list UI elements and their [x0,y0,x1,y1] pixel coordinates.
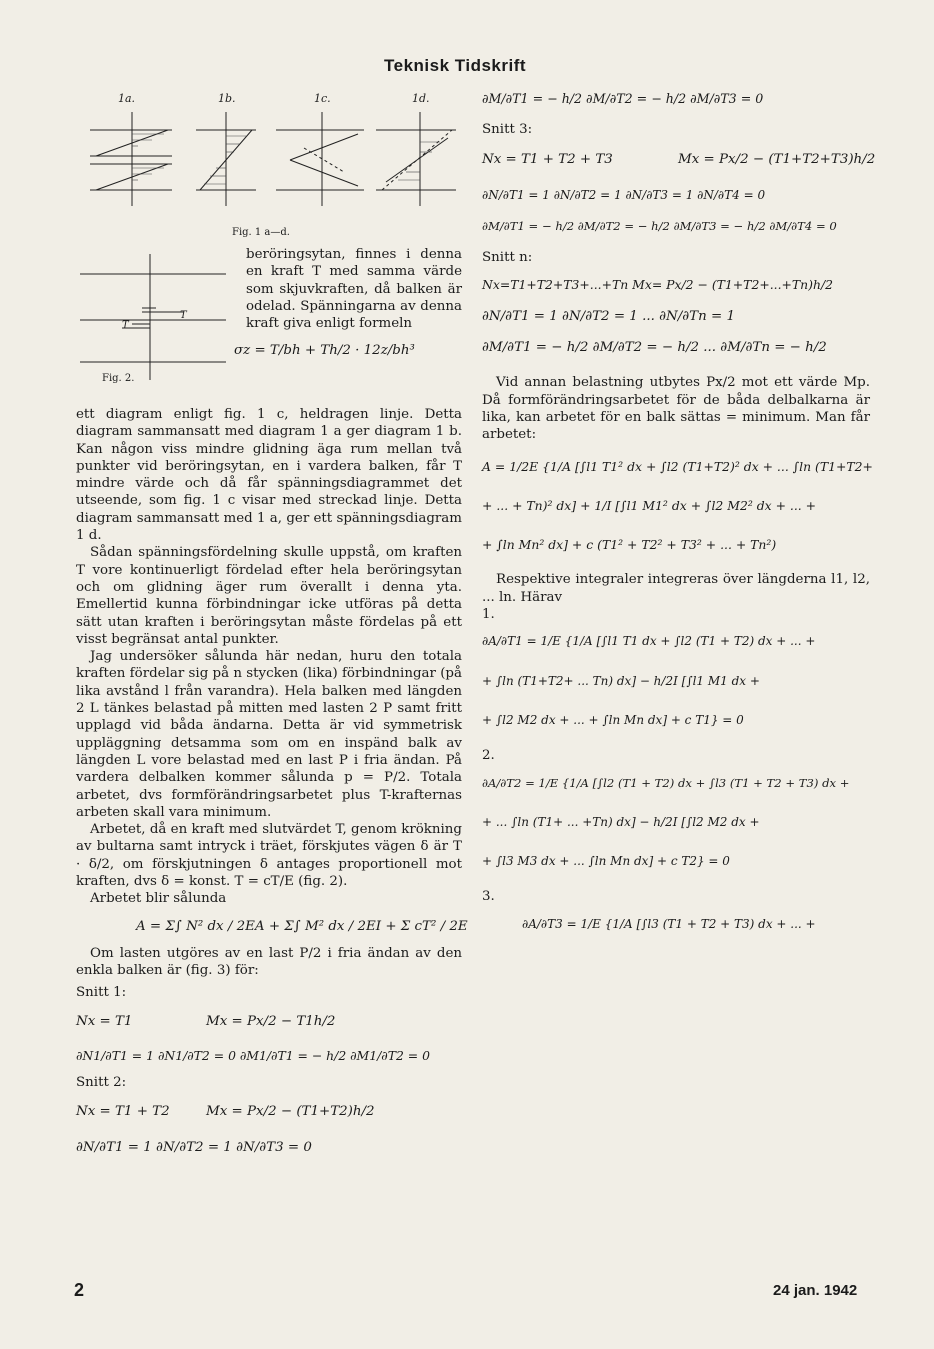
equation: ∂A/∂T2 = 1/E {1/A [∫l2 (T1 + T2) dx + ∫l3 (T1 + T2 + T3) dx + [482,775,850,790]
paragraph: Sådan spänningsfördelning skulle uppstå, om kraften T vore kontinuerligt fördelad efter hela beröringsytan och om glidning äger rum överallt i denna yta. Emellertid kunna förbindningar icke utföras på detta sätt utan kraften i beröringsytan måste fördelas på ett visst begränsat antal punkter. [76,545,462,647]
equation: Nx = T1 + T2 [76,1104,170,1120]
left-column [76,88,468,1157]
equation: ∂M/∂T1 = − h/2 ∂M/∂T2 = − h/2 ... ∂M/∂Tn = − h/2 [482,340,827,356]
fig-label-1a: 1a. [118,92,136,105]
equation: ∂A/∂T3 = 1/E {1/A [∫l3 (T1 + T2 + T3) dx + ... + [522,916,816,931]
item-number: 3. [482,889,495,905]
figure-1 [76,88,462,238]
equation: Mx = Px/2 − (T1+T2)h/2 [206,1104,375,1120]
equation: ∂N/∂T1 = 1 ∂N/∂T2 = 1 ... ∂N/∂Tn = 1 [482,308,735,324]
equation: ∂M/∂T1 = − h/2 ∂M/∂T2 = − h/2 ∂M/∂T3 = 0 [482,91,764,106]
equation: + ∫ln (T1+T2+ ... Tn) dx] − h/2I [∫l1 M1 dx + [482,673,760,688]
issue-date: 24 jan. 1942 [773,1282,858,1299]
fig2-side-text: beröringsytan, finnes i denna en kraft T med samma värde som skjuvkraften, då balken är odelad. Spänningarna av denna kraft giva enligt formeln σz = T/bh + Th/2 · 12z/bh³ [234,247,462,359]
equation: Nx = T1 [76,1013,133,1029]
equation: Nx = T1 + T2 + T3 [482,151,613,167]
fig2-caption: Fig. 2. [102,373,135,384]
paragraph: Arbetet, då en kraft med slutvärdet T, genom krökning av bultarna samt intryck i träet, förskjutes vägen δ är T · δ/2, om förskjutningen δ antages proportionell mot kraften, dvs δ = konst. T = cT/E (fig. 2). [76,822,462,890]
section-label: Snitt 1: [76,984,127,1000]
svg-text:T: T [122,320,129,331]
stress-diagrams [76,102,462,242]
paragraph: Om lasten utgöres av en last P/2 i fria ändan av den enkla balken är (fig. 3) för: [76,945,462,979]
equation: ∂N/∂T1 = 1 ∂N/∂T2 = 1 ∂N/∂T3 = 0 [76,1140,312,1156]
equation: Mx = Px/2 − (T1+T2+T3)h/2 [678,151,876,167]
figure-2 [76,246,462,406]
equation: ∂A/∂T1 = 1/E {1/A [∫l1 T1 dx + ∫l2 (T1 + T2) dx + ... + [482,634,816,649]
equation: + ... + Tn)² dx] + 1/I [∫l1 M1² dx + ∫l2 M2² dx + ... + [482,497,817,513]
equation: ∂N/∂T1 = 1 ∂N/∂T2 = 1 ∂N/∂T3 = 1 ∂N/∂T4 = 0 [482,187,766,202]
equation: + ∫l2 M2 dx + ... + ∫ln Mn dx] + c T1} = 0 [482,712,744,727]
section-label: Snitt 3: [482,122,533,138]
equation: + ∫ln Mn² dx] + c (T1² + T2² + T3² + ... + Tn²) [482,537,777,553]
section-label: Snitt 2: [76,1075,127,1091]
equation: + ... ∫ln (T1+ ... +Tn) dx] − h/2I [∫l2 M2 dx + [482,814,760,829]
item-number: 2. [482,748,495,764]
fig2-beam-drawing [76,250,236,390]
fig-label-1c: 1c. [314,92,331,105]
svg-text:T: T [180,310,187,321]
right-column [482,90,876,933]
fig-label-1d: 1d. [412,92,430,105]
equation: Mx = Px/2 − T1h/2 [206,1013,336,1029]
equation: ∂N1/∂T1 = 1 ∂N1/∂T2 = 0 ∂M1/∂T1 = − h/2 ∂M1/∂T2 = 0 [76,1047,430,1063]
paragraph: Arbetet blir sålunda [90,891,227,907]
fig-label-1b: 1b. [218,92,236,105]
paragraph: Vid annan belastning utbytes Px/2 mot ett värde Mp. Då formförändringsarbetet för de båda delbalkarna är lika, kan arbetet för en balk sättas = minimum. Man får arbetet: [482,375,870,443]
equation: ∂M/∂T1 = − h/2 ∂M/∂T2 = − h/2 ∂M/∂T3 = − h/2 ∂M/∂T4 = 0 [482,218,837,233]
paragraph: ett diagram enligt fig. 1 c, heldragen linje. Detta diagram sammansatt med diagram 1 a ger diagram 1 b. Kan någon viss mindre glidning äga rum mellan två punkter vid beröringsytan, en i vardera balken, får T mindre värde och då får spänningsdiagrammet det utseende, som fig. 1 c visar med streckad linje. Detta diagram sammansatt med 1 a, ger ett spänningsdiagram 1 d. [76,407,462,544]
sigma-equation: σz = T/bh + Th/2 · 12z/bh³ [234,343,415,359]
fig1-caption: Fig. 1 a—d. [232,227,290,238]
equation: A = 1/2E {1/A [∫l1 T1² dx + ∫l2 (T1+T2)² dx + ... ∫ln (T1+T2+ [482,458,873,474]
work-equation: A = Σ∫ N² dx / 2EA + Σ∫ M² dx / 2EI + Σ cT² / 2E [136,918,468,934]
paragraph: Jag undersöker sålunda här nedan, huru den totala kraften fördelar sig på n stycken (lika) förbindningar (på lika avstånd l från varandra). Hela balken med längden 2 L tänkes belastad på mitten med lasten 2 P samt fritt upplagd vid båda ändarna. Detta är vid symmetrisk uppläggning detsamma som om en inspänd balk av längden L vore belastad med en last P i fria ändan. På vardera delbalken kommer sålunda p = P/2. Totala arbetet, dvs formförändringsarbetet plus T-krafternas arbeten skall vara minimum. [76,649,462,820]
item-number: 1. [482,607,495,623]
section-label: Snitt n: [482,250,533,266]
paragraph: Respektive integraler integreras över längderna l1, l2, ... ln. Härav [482,572,870,605]
page-number: 2 [74,1280,85,1300]
equation: + ∫l3 M3 dx + ... ∫ln Mn dx] + c T2} = 0 [482,854,730,869]
masthead: Teknisk Tidskrift [384,56,527,75]
equation: Nx=T1+T2+T3+...+Tn Mx= Px/2 − (T1+T2+...+Tn)h/2 [482,277,834,293]
